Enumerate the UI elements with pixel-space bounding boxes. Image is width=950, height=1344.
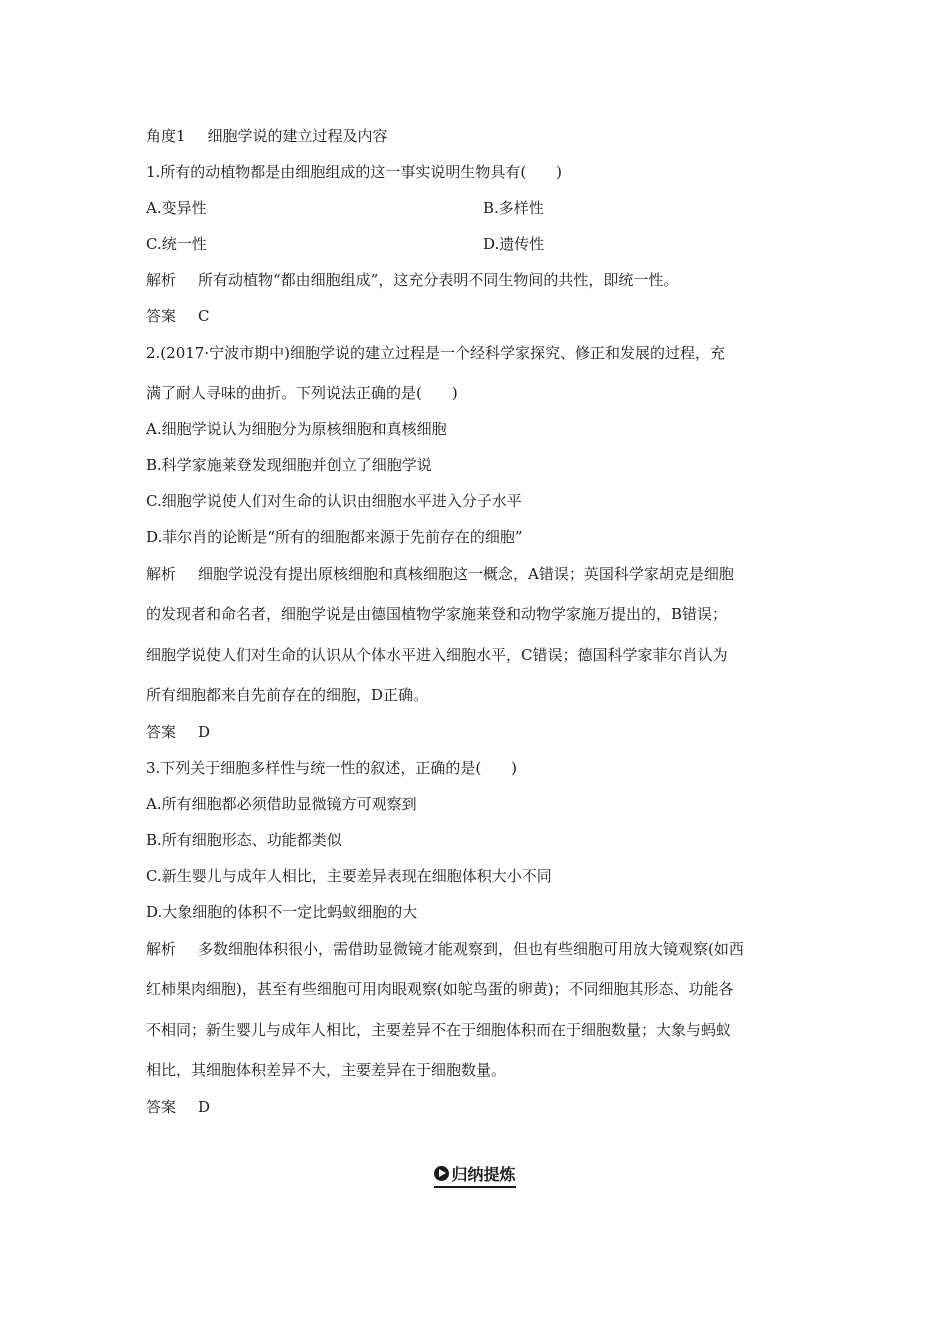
q2-option-d: D.菲尔肖的论断是“所有的细胞都来源于先前存在的细胞”: [146, 528, 523, 546]
q3-option-d: D.大象细胞的体积不一定比蚂蚁细胞的大: [146, 903, 418, 921]
q1-stem: 1.所有的动植物都是由细胞组成的这一事实说明生物具有( ): [146, 163, 563, 181]
analysis-text: 所有动植物“都由细胞组成”，这充分表明不同生物间的共性，即统一性。: [198, 271, 679, 289]
q3-option-c: C.新生婴儿与成年人相比，主要差异表现在细胞体积大小不同: [146, 867, 552, 885]
analysis-label: 解析: [146, 940, 177, 958]
q3-option-a: A.所有细胞都必须借助显微镜方可观察到: [146, 795, 417, 813]
answer-label: 答案: [146, 307, 177, 325]
section-label: 角度1: [146, 127, 186, 145]
q3-analysis-line-4: 相比，其细胞体积差异不大，主要差异在于细胞数量。: [146, 1061, 507, 1079]
section-title: 细胞学说的建立过程及内容: [207, 127, 388, 145]
analysis-text: 多数细胞体积很小，需借助显微镜才能观察到，但也有些细胞可用放大镜观察(如西: [198, 940, 744, 958]
q3-answer: [146, 1096, 210, 1118]
q2-analysis-line-3: 细胞学说使人们对生命的认识从个体水平进入细胞水平，C错误；德国科学家菲尔肖认为: [146, 646, 728, 664]
q1-answer: [146, 305, 210, 327]
q2-stem-line-2: 满了耐人寻味的曲折。下列说法正确的是( ): [146, 384, 458, 402]
q3-option-b: B.所有细胞形态、功能都类似: [146, 831, 342, 849]
analysis-text: 细胞学说没有提出原核细胞和真核细胞这一概念，A错误；英国科学家胡克是细胞: [198, 565, 734, 583]
q3-analysis-line-3: 不相同；新生婴儿与成年人相比，主要差异不在于细胞体积而在于细胞数量；大象与蚂蚁: [146, 1021, 732, 1039]
q1-option-a: A.变异性: [146, 199, 207, 217]
answer-value: C: [198, 307, 210, 325]
answer-label: 答案: [146, 723, 177, 741]
q3-analysis-line-1: [146, 938, 744, 960]
play-circle-icon: [434, 1166, 449, 1181]
q2-option-b: B.科学家施莱登发现细胞并创立了细胞学说: [146, 456, 432, 474]
q2-analysis-line-1: [146, 563, 734, 585]
analysis-label: 解析: [146, 271, 177, 289]
q2-answer: [146, 721, 210, 743]
q2-analysis-line-2: 的发现者和命名者，细胞学说是由德国植物学家施莱登和动物学家施万提出的，B错误；: [146, 605, 728, 623]
q2-option-a: A.细胞学说认为细胞分为原核细胞和真核细胞: [146, 420, 447, 438]
q2-option-c: C.细胞学说使人们对生命的认识由细胞水平进入分子水平: [146, 492, 522, 510]
q1-option-b: B.多样性: [483, 199, 544, 217]
q1-option-d: D.遗传性: [483, 235, 545, 253]
q1-analysis: [146, 269, 678, 291]
q3-analysis-line-2: 红柿果肉细胞)，甚至有些细胞可用肉眼观察(如鸵鸟蛋的卵黄)；不同细胞其形态、功能各: [146, 980, 734, 998]
section-heading: [146, 125, 388, 147]
analysis-label: 解析: [146, 565, 177, 583]
answer-label: 答案: [146, 1098, 177, 1116]
summary-title-text: 归纳提炼: [451, 1165, 516, 1184]
q2-stem-line-1: 2.(2017·宁波市期中)细胞学说的建立过程是一个经科学家探究、修正和发展的过程，充: [146, 344, 725, 362]
summary-section-title: [0, 1162, 950, 1188]
answer-value: D: [198, 723, 211, 741]
q3-stem: 3.下列关于细胞多样性与统一性的叙述，正确的是( ): [146, 759, 518, 777]
q2-analysis-line-4: 所有细胞都来自先前存在的细胞，D正确。: [146, 686, 429, 704]
q1-option-c: C.统一性: [146, 235, 207, 253]
answer-value: D: [198, 1098, 211, 1116]
